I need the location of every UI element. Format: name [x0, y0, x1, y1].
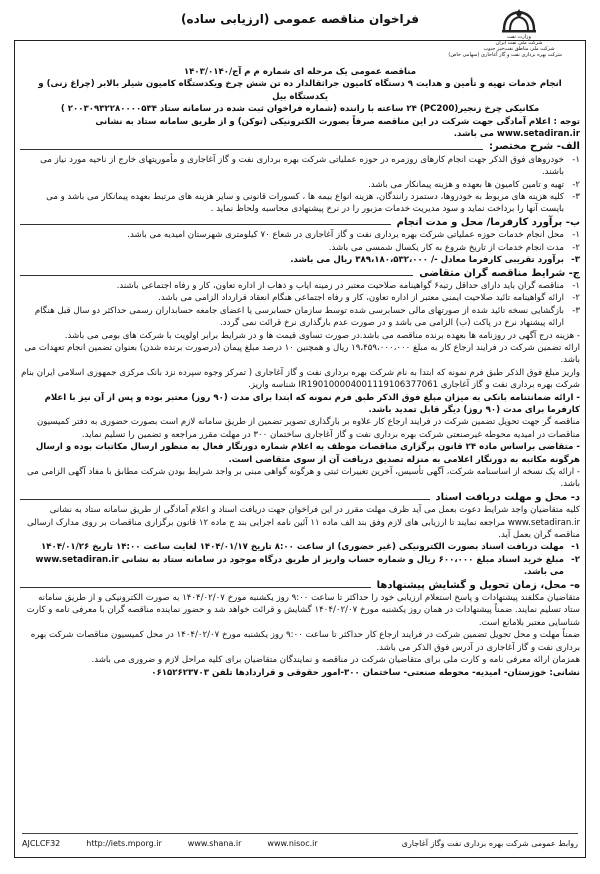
- list-item: [20, 191, 580, 216]
- list-item: [20, 154, 580, 179]
- footer-link-nisoc[interactable]: www.nisoc.ir: [267, 838, 318, 848]
- page-footer: [22, 833, 578, 852]
- section-e-heading: [20, 580, 580, 592]
- paragraph: ارائه تضمین شرکت در فرایند ارجاع کار به مبلغ ۱۹،۴۵۹،۰۰۰،۰۰۰ ریال و همچنین ۱۰ درصد مبلغ پیمان (درصورت برنده شدن) بعنوان تضمین انجام تعهدات می باشد.: [24, 342, 580, 366]
- item-number: ۳-: [572, 192, 580, 203]
- paragraph: همزمان ارائه معرفی نامه و کارت ملی برای متقاضیان شرکت در مناقصه و نمایندگان متقاضیان برای کلیه مراحل لازم و ضروری می باشد.: [91, 655, 580, 666]
- divider: [20, 224, 391, 225]
- list-item: [20, 554, 580, 579]
- item-text: مدت انجام خدمات از تاریخ شروع به کار یکسال شمسی می باشد.: [328, 242, 564, 253]
- item-text: ارائه گواهینامه تائید صلاحیت ایمنی معتبر از اداره تعاون، کار و رفاه اجتماعی هنگام انعقاد قرارداد الزامی می باشد.: [158, 293, 564, 304]
- list-item: [20, 229, 580, 241]
- section-c-heading: [20, 268, 580, 280]
- list-item: [20, 305, 580, 330]
- paragraph: متقاضیان مکلفند پیشنهادات و پاسخ استعلام ارزیابی خود را حداکثر تا ساعت ۹:۰۰ روز یکشنبه مورخ ۱۴۰۴/۰۲/۰۷ به صورت الکترونیکی و از طریق سامانه ستاد تسلیم نمایند. ضمناً پیشنهادات در همان روز یکشنبه مورخ ۱۴۰۴/۰۲/۰۷ گشایش و قرائت خواهد شد و حضور نماینده مناقصه گران با معرفی نامه و کارت شناسایی معتبر بلامانع است.: [26, 593, 580, 628]
- item-number: ۲-: [571, 554, 580, 565]
- section-title: ه- محل، زمان تحویل و گشایش پیشنهادها: [376, 579, 580, 591]
- section-title: ب- برآورد کارفرما/ محل و مدت انجام: [396, 216, 580, 228]
- item-text: بازگشایی نسخه تائید شده از صورتهای مالی حسابرسی شده توسط سازمان حسابرسی یا اعضای جامعه حسابداران رسمی حداکثر دو سال قبل هنگام ارائه پیشنهاد نرخ در پاکت (ب) الزامی می باشد و در صورت عدم بارگذاری نرخ قرائت نمی گردد.: [34, 305, 564, 329]
- item-number: ۱-: [571, 542, 580, 553]
- logo-line: شرکت ملی مناطق نفت‌خیز جنوب: [483, 46, 555, 52]
- divider: [20, 149, 483, 150]
- item-number: ۳-: [571, 255, 580, 266]
- section-title: الف- شرح مختصر:: [488, 141, 580, 153]
- logo-line: شرکت بهره برداری نفت و گاز آغاجاری (سهامی خاص): [448, 52, 562, 58]
- item-text: تهیه و تامین کامیون ها بعهده و هزینه پیمانکار می باشد.: [368, 179, 564, 190]
- paragraph: واریز مبلغ فوق الذکر طبق فرم نمونه که ابتدا به نام شرکت بهره برداری نفت و گاز آغاجاری ( تمرکز وجوه سپرده نزد بانک مرکزی جمهوری اسلامی ایران بنام شرکت بهره برداری نفت و گاز آغاجاری IR190100004001119106377061 شناسه واریز.: [21, 367, 580, 391]
- item-text: مناقصه گران باید دارای حداقل رتبه۶ گواهینامه صلاحیت معتبر در زمینه ایاب و ذهاب از اداره تعاون، کار و رفاه اجتماعی باشند.: [116, 280, 564, 291]
- divider: [20, 499, 430, 500]
- item-text: محل انجام خدمات حوزه عملیاتی شرکت بهره برداری نفت و گاز آغاجاری در شعاع ۷۰ کیلومتری شهرستان امیدیه می باشد.: [127, 230, 564, 241]
- footer-link-shana[interactable]: www.shana.ir: [187, 838, 242, 848]
- item-number: ۲-: [572, 179, 580, 190]
- paragraph: - ارائه ضمانتنامه بانکی به میزان مبلغ فوق الذکر طبق فرم نمونه که ابتدا برای مدت (۹۰ روز) معتبر بوده و پس از آن نیز با اعلام کارفرما برای مدت (۹۰ روز) دیگر قابل تمدید باشد.: [44, 392, 580, 415]
- section-d-heading: [20, 492, 580, 504]
- logo-line: شرکت ملی نفت ایران: [495, 40, 543, 46]
- divider: [20, 587, 371, 588]
- paragraph: - هزینه درج آگهی در روزنامه ها بعهده برنده مناقصه می باشد.در صورت تساوی قیمت ها و در شرایط برابر اولویت با شرکت های بومی می باشد.: [64, 330, 580, 341]
- list-item: [20, 242, 580, 254]
- item-number: ۱-: [572, 230, 580, 241]
- list-item: [20, 541, 580, 553]
- item-number: ۱-: [572, 280, 580, 291]
- section-title: ج- شرایط مناقصه گران متقاضی: [419, 267, 580, 279]
- list-item: [20, 254, 580, 266]
- item-number: ۱-: [572, 154, 580, 165]
- item-text: خودروهای فوق الذکر جهت انجام کارهای روزمره در حوزه عملیاتی شرکت بهره برداری نفت و گاز آغاجاری و مأموریتهای خارج از ناحیه مورد نیاز می باشند.: [40, 154, 564, 178]
- paragraph: - متقاضی براساس ماده ۲۴ قانون برگزاری مناقصات موظف به اعلام شماره دورنگار فعال به منظور ارسال مکاتبات بوده و ارسال هرگونه مکاتبه به دورنگار اعلامی به منزله تصدیق دریافت آن از سوی متقاضی است.: [35, 442, 580, 465]
- item-number: ۲-: [572, 293, 580, 304]
- item-number: ۳-: [572, 305, 580, 316]
- paragraph: کلیه متقاضیان واجد شرایط دعوت بعمل می آید ظرف مهلت مقرر در این فراخوان جهت دریافت اسناد و اعلام آمادگی از طریق سامانه ستاد به نشانی www.setadiran.ir مراجعه نمایند تا ارزیابی های لازم وفق بند الف ماده ۱۱ آئین نامه اجرایی بند ج ماده ۱۲ قانون برگزاری مناقصات بر روی مدارک ارسالی مناقصه گران بعمل آید.: [26, 505, 580, 541]
- address-line: نشانی: خوزستان- امیدیه- محوطه صنعتی- ساختمان ۳۰۰-امور حقوقی و قراردادها تلفن ۰۶۱۵۲۶۲۳۷۰۳: [151, 667, 580, 678]
- footer-code: AJCLCF32: [22, 838, 61, 848]
- item-text: برآورد تقریبی کارفرما معادل -/ ۳۸۹،۱۸۰،۵۳۲،۰۰۰ ریال می باشد.: [290, 255, 564, 266]
- paragraph: ضمناً مهلت و محل تحویل تضمین شرکت در فرایند ارجاع کار حداکثر تا ساعت ۹:۰۰ روز یکشنبه مورخ ۱۴۰۴/۰۲/۰۷ در محل کمیسیون مناقصات شرکت بهره برداری نفت و گاز آغاجاری در آدرس فوق الذکر می باشد.: [30, 630, 580, 653]
- footer-link-iets[interactable]: http://iets.mporg.ir: [86, 838, 162, 848]
- tender-subject-line: انجام خدمات تهیه و تأمین و هدایت ۹ دستگاه کامیون جراثقالدار ده تن شش چرخ ویکدستگاه کامیون شیلر بالابر (چراغ زنی) و یکدستگاه بیل: [38, 79, 562, 102]
- item-number: ۲-: [572, 242, 580, 253]
- tender-number: مناقصه عمومی یک مرحله ای شماره م م آج/۱۴۰۳/۰۱۴۰: [183, 67, 417, 77]
- item-text: مهلت دریافت اسناد بصورت الکترونیکی (غیر حضوری) از ساعت ۸:۰۰ تاریخ ۱۴۰۴/۰۱/۱۷ لغایت ساعت ۱۴:۰۰ تاریخ ۱۴۰۴/۰۱/۲۶: [40, 542, 564, 553]
- notice-text: توجه : اعلام آمادگی جهت شرکت در این مناقصه صرفاً بصورت الکترونیکی (توکن) و از طریق سامانه ستاد به نشانی www.setadiran.ir می باشد.: [95, 116, 580, 140]
- section-b-heading: [20, 217, 580, 229]
- paragraph: مناقصه گر جهت تحویل تضمین شرکت در فرایند ارجاع کار علاوه بر بارگذاری تصویر تضمین از طریق سامانه لازم است بصورت حضوری به دفتر کمیسیون مناقصات در امیدیه محوطه غیرصنعتی شرکت بهره برداری نفت و گاز آغاجاری ساختمان ۳۰۰ در مهلت مقرر مراجعه و تضمین را تسلیم نماید.: [36, 417, 580, 440]
- list-item: [20, 280, 580, 292]
- list-item: [20, 292, 580, 304]
- section-a-heading: [20, 141, 580, 153]
- list-item: [20, 179, 580, 191]
- tender-subject-line: مکانیکی چرخ زنجیر(PC200) ۲۴ ساعته با راننده (شماره فراخوان ثبت شده در سامانه ستاد ۲۰۰۳۰۹۳۲۲۸۰۰۰۰۵۳۴ ): [60, 104, 540, 115]
- divider: [20, 275, 413, 276]
- footer-company: روابط عمومی شرکت بهره برداری نفت وگاز آغاجاری: [401, 838, 578, 848]
- notice-body: [20, 66, 580, 679]
- item-text: کلیه هزینه های مربوط به خودروها، دستمزد رانندگان، هزینه انواع بیمه ها ، کسورات قانونی و سایر هزینه های مرتبط بعهده پیمانکار می باشد و می بایست آنها را برداخت نماید و سود مدیریت خدمات مزبور را در نرخ پیشنهادی محاسبه ولحاظ نماید .: [46, 192, 564, 215]
- logo-line: وزارت نفت: [507, 34, 531, 40]
- page-title: فراخوان مناقصه عمومی (ارزیابی ساده): [181, 12, 419, 26]
- section-title: د- محل و مهلت دریافت اسناد: [435, 491, 580, 503]
- paragraph: - ارائه یک نسخه از اساسنامه شرکت، آگهی تأسیس، آخرین تغییرات ثبتی و هرگونه گواهی مبنی بر واجد شرایط بودن شرکت مطابق با مفاد آگهی الزامی می باشد.: [27, 467, 580, 490]
- footer-links: [22, 839, 318, 848]
- item-text: مبلغ خرید اسناد مبلغ ۶۰۰،۰۰۰ ریال و شماره حساب واریز از طریق درگاه موجود در سامانه ستاد به نشانی www.setadiran.ir می باشد.: [35, 554, 564, 578]
